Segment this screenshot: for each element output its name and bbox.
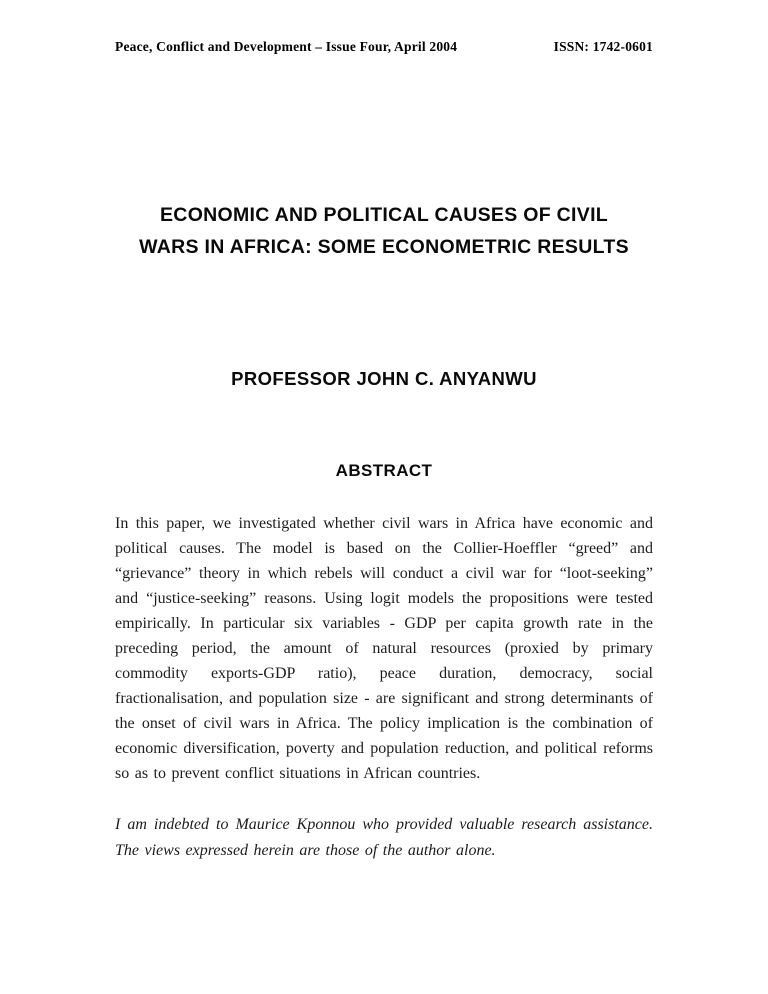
acknowledgment-note: I am indebted to Maurice Kponnou who provided valuable research assistance. The views expressed herein are those of the author alone.	[115, 816, 653, 859]
paper-title	[80, 199, 688, 263]
journal-issue-label: Peace, Conflict and Development – Issue Four, April 2004	[115, 39, 458, 54]
author-name: PROFESSOR JOHN C. ANYANWU	[231, 368, 537, 389]
paper-title-line1: ECONOMIC AND POLITICAL CAUSES OF CIVIL	[160, 204, 608, 226]
running-header	[115, 39, 653, 55]
paper-title-line2: WARS IN AFRICA: SOME ECONOMETRIC RESULTS	[139, 236, 629, 258]
issn-label: ISSN: 1742-0601	[553, 39, 653, 54]
abstract-body: In this paper, we investigated whether civil wars in Africa have economic and political causes. The model is based on the Collier-Hoeffler “greed” and “grievance” theory in which rebels will conduct a civil war for “loot-seeking” and “justice-seeking” reasons. Using logit models the propositions were tested empirically. In particular six variables - GDP per capita growth rate in the preceding period, the amount of natural resources (proxied by primary commodity exports-GDP ratio), peace duration, democracy, social fractionalisation, and population size - are significant and strong determinants of the onset of civil wars in Africa. The policy implication is the combination of economic diversification, poverty and population reduction, and political reforms so as to prevent conflict situations in African countries.	[115, 515, 653, 782]
abstract-heading: ABSTRACT	[335, 461, 433, 480]
